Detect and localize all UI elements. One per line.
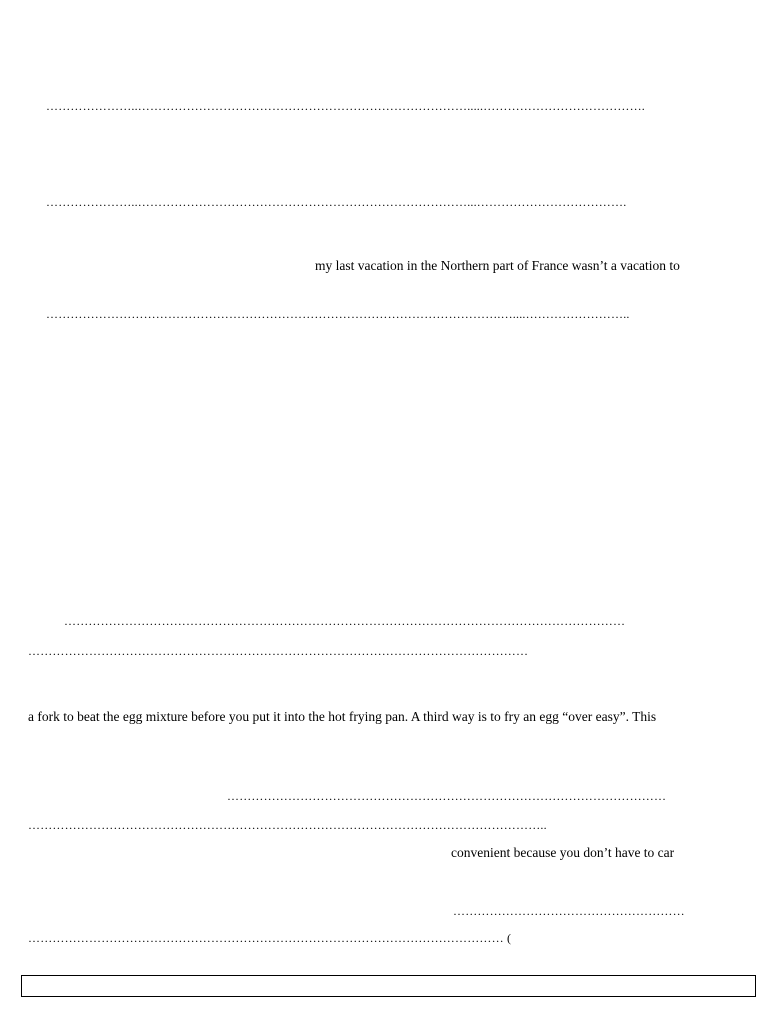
dotted-line-1: …………………..……………………………………………………………………….....…………………………………. — [46, 99, 645, 113]
dotted-line-5: …………………………………………………………………………………………………………… — [28, 644, 529, 658]
bordered-box — [21, 975, 756, 997]
dotted-line-2: …………………..………………………………………………………………………...………………………………. — [46, 195, 627, 209]
dotted-line-8: ………………………………………………… — [453, 904, 685, 918]
dotted-line-9: ……………………………………………………………………………………………………… ( — [28, 931, 512, 945]
text-line-2: a fork to beat the egg mixture before you put it into the hot frying pan. A third way is to fry an egg “over easy”. This — [28, 709, 657, 724]
text-line-3: convenient because you don’t have to car — [451, 845, 675, 860]
dotted-line-4: ………………………………………………………………………………………………………………………… — [64, 614, 626, 628]
text-line-1: my last vacation in the Northern part of France wasn’t a vacation to — [315, 258, 680, 273]
dotted-line-3: ………………………………………………………………………………………………….…....…………………….. — [46, 307, 630, 321]
dotted-line-6: ……………………………………………………………………………………………… — [227, 789, 667, 803]
dotted-line-7: ……………………………………………………………………………………………………………….. — [28, 818, 547, 832]
